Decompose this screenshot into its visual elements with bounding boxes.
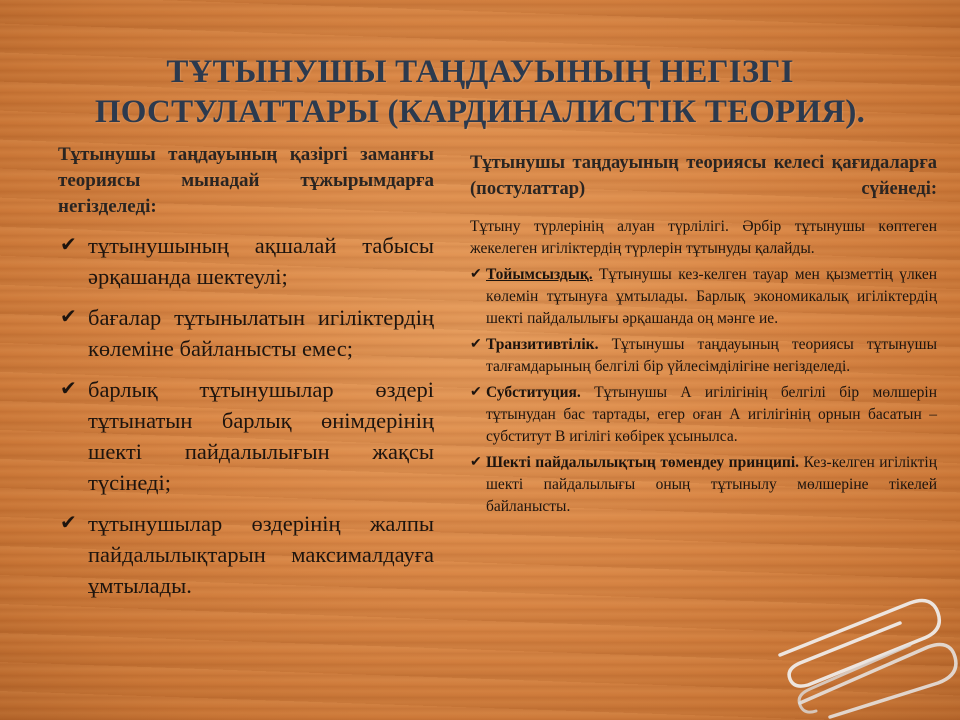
right-checklist [470,264,937,518]
check-mark-icon: ✔ [470,385,482,400]
slide-title: ТҰТЫНУШЫ ТАҢДАУЫНЫҢ НЕГІЗГІ ПОСТУЛАТТАРЫ (КАРДИНАЛИСТІК ТЕОРИЯ). [94,54,866,130]
left-intro: Тұтынушы таңдауының қазіргі заманғы теориясы мынадай тұжырымдарға негізделеді: [58,144,434,217]
term: Шекті пайдалылықтың төмендеу принципі. [486,454,800,471]
right-column [470,150,937,522]
list-item: ✔ Тойымсыздық. Тұтынушы кез-келген тауар мен қызметтің үлкен көлемін тұтынуға ұмтылады. Барлық экономикалық игіліктердің шекті пайдалылығы әрқашанда оң мәнге ие. [470,266,937,327]
list-item: ✔ бағалар тұтынылатын игіліктердің көлеміне байланысты емес; [58,302,434,364]
check-mark-icon: ✔ [60,378,77,400]
term: Транзитивтілік. [486,336,599,353]
check-mark-icon: ✔ [470,337,482,352]
right-paragraph: Тұтыну түрлерінің алуан түрлілігі. Әрбір тұтынушы көптеген жекелеген игіліктердің түрлерін тұтынуды қалайды. [470,218,937,257]
left-checklist [58,230,434,601]
paperclips-icon [760,585,960,720]
list-item: ✔ Субституция. Тұтынушы А игілігінің белгілі бір мөлшерін тұтынудан бас тартады, егер оған А игілігінің орнын басатын – субститут В игілігі көбірек ұсынылса. [470,384,937,445]
check-mark-icon: ✔ [60,306,77,328]
left-column [58,142,434,611]
list-item: ✔ тұтынушының ақшалай табысы әрқашанда шектеулі; [58,230,434,292]
check-mark-icon: ✔ [60,512,77,534]
list-item: ✔ тұтынушылар өздерінің жалпы пайдалылықтарын максималдауға ұмтылады. [58,508,434,601]
right-intro: Тұтынушы таңдауының теориясы келесі қағидаларға (постулаттар) сүйенеді: [470,153,937,199]
list-item: ✔ Транзитивтілік. Тұтынушы таңдауының теориясы тұтынушы талғамдарының белгілі бір үйлесімділігіне негізделеді. [470,336,937,375]
check-mark-icon: ✔ [470,267,482,282]
list-item: ✔ Шекті пайдалылықтың төмендеу принципі. Кез-келген игіліктің шекті пайдалылығы оның тұтынылу мөлшеріне тікелей байланысты. [470,454,938,515]
term: Тойымсыздық. [486,266,593,283]
term: Субституция. [486,384,581,401]
check-mark-icon: ✔ [60,234,77,256]
list-item: ✔ барлық тұтынушылар өздері тұтынатын барлық өнімдерінің шекті пайдалылығын жақсы түсінеді; [58,374,434,498]
check-mark-icon: ✔ [470,455,482,470]
